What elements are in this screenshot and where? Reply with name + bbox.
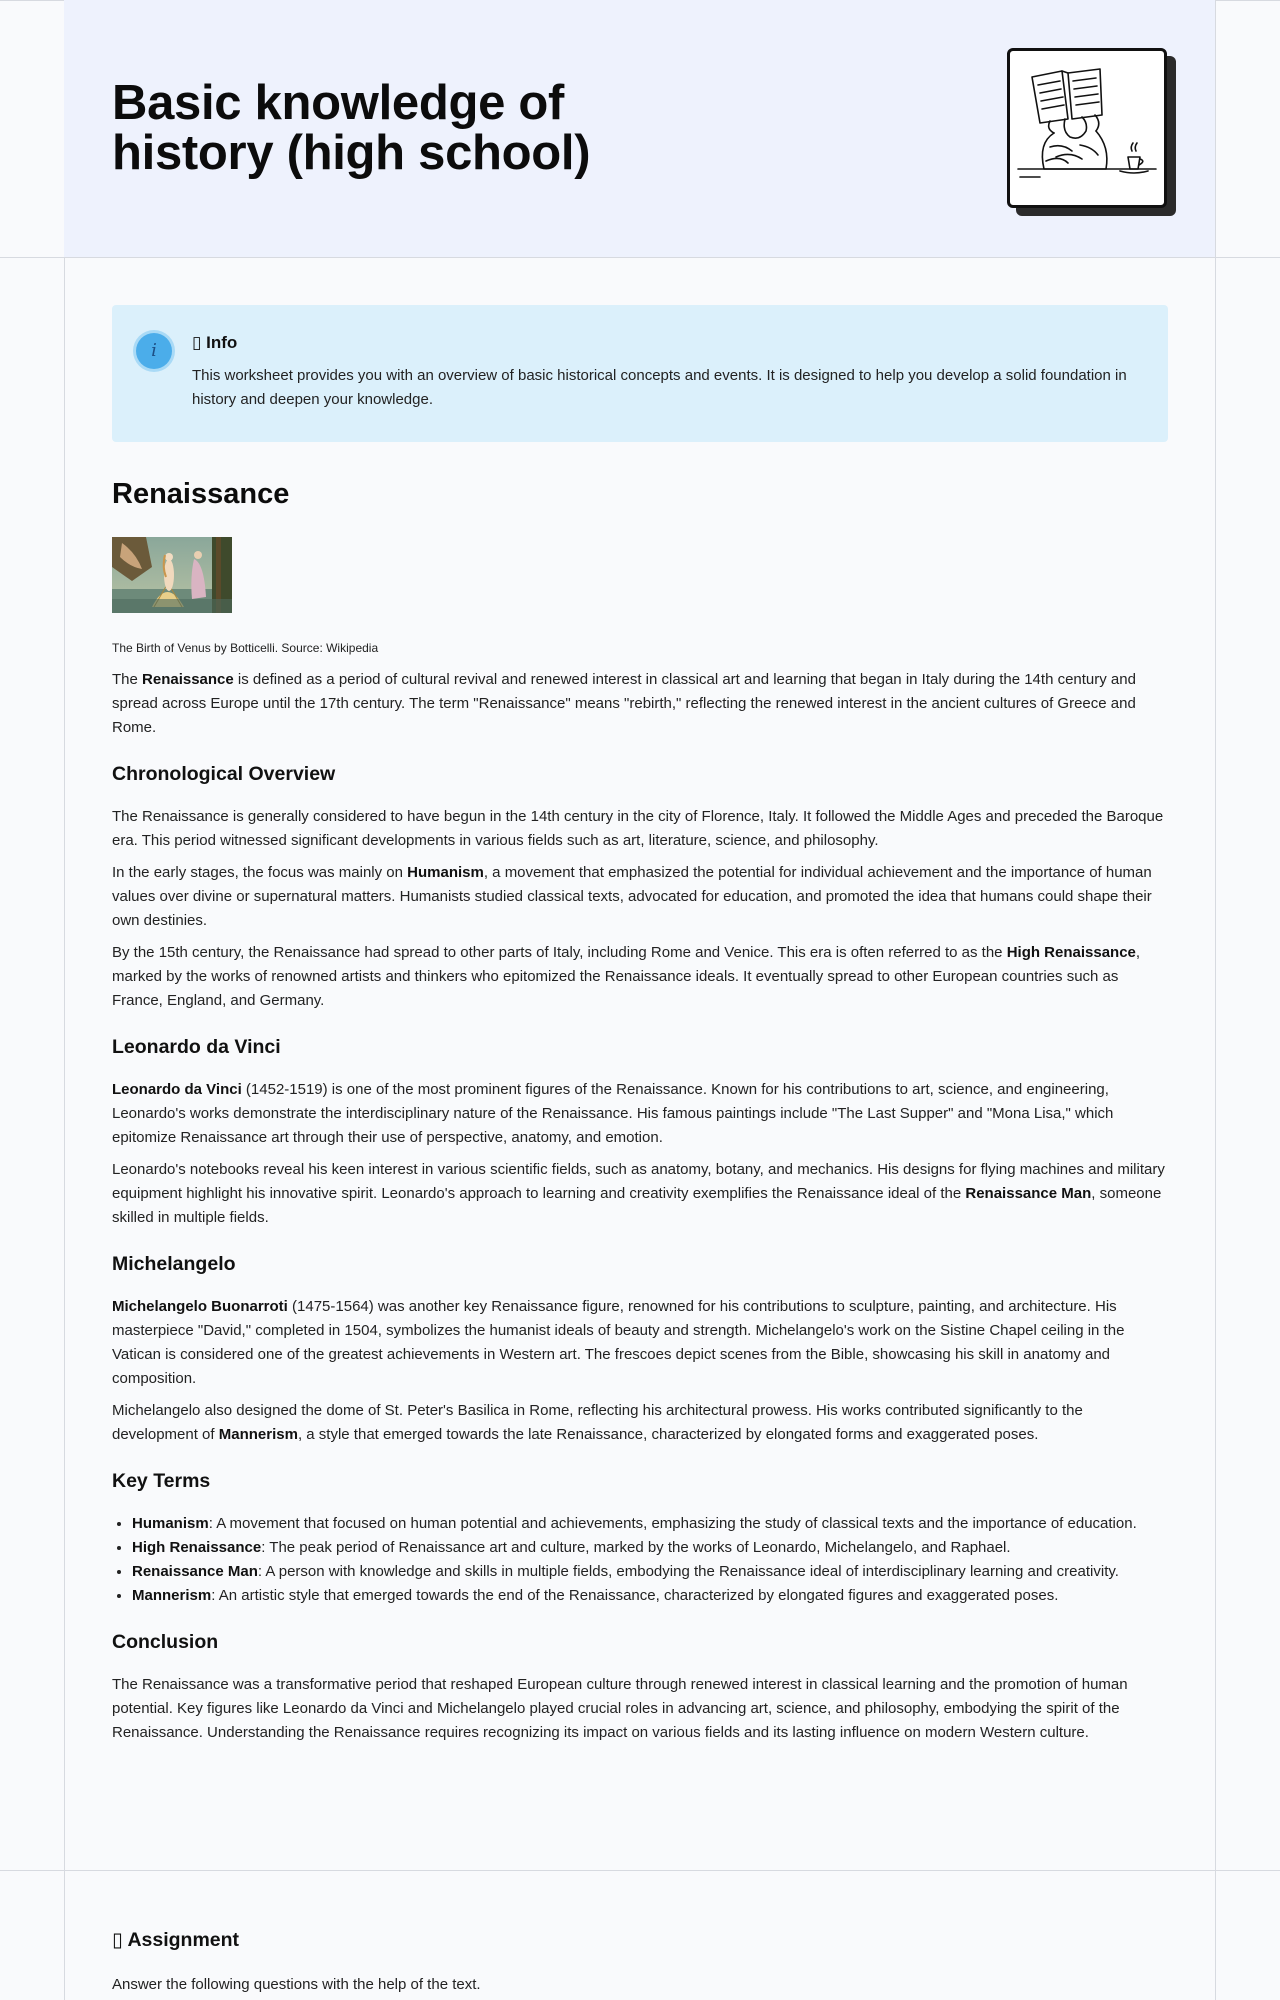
birth-of-venus-svg (112, 537, 232, 613)
text-span: The (112, 671, 143, 688)
bold-term: Michelangelo Buonarroti (112, 1298, 288, 1315)
assignment-divider (0, 1870, 1280, 1871)
text-span: In the early stages, the focus was mainly on (112, 864, 408, 881)
text-span: (1475-1564) was another key Renaissance figure, renowned for his contributions to sculpture, painting, and architecture. His masterpiece "David," completed in 1504, symbolizes the humanist ideals of beauty and strength. Michelangelo's work on the Sistine Chapel ceiling in the Vatican is considered one of the greatest achievements in Western art. The frescoes depict scenes from the Bible, showcasing his skill in anatomy and composition. (112, 1298, 1125, 1387)
text-span: Michelangelo also designed the dome of St. Peter's Basilica in Rome, reflecting his architectural prowess. His works contributed significantly to the development of (112, 1402, 1083, 1443)
assignment-title (112, 1928, 239, 1952)
bold-term: High Renaissance (132, 1539, 262, 1556)
text-span: : A movement that focused on human potential and achievements, emphasizing the study of classical texts and the importance of education. (208, 1515, 1137, 1532)
heading-chronological-overview: Chronological Overview (112, 763, 336, 785)
paragraph (112, 941, 1172, 1013)
paragraph: The Renaissance was a transformative period that reshaped European culture through renewed interest in classical learning and the promotion of human potential. Key figures like Leonardo da Vinci and Michelangelo played crucial roles in advancing art, science, and philosophy, embodying the spirit of the Renaissance. Understanding the Renaissance requires recognizing its impact on various fields and its lasting influence on modern Western culture. (112, 1676, 1128, 1741)
text-span: , a movement that emphasized the potential for individual achievement and the importance of human values over divine or supernatural matters. Humanists studied classical texts, advocated for education, and promoted the idea that humans could shape their own destinies. (112, 864, 1152, 929)
text-span: , a style that emerged towards the late Renaissance, characterized by elongated forms and exaggerated poses. (297, 1426, 1039, 1443)
text-span: By the 15th century, the Renaissance had spread to other parts of Italy, including Rome and Venice. This era is often referred to as the (112, 944, 1007, 961)
heading-leonardo: Leonardo da Vinci (112, 1036, 281, 1058)
paragraph: The Renaissance is generally considered to have begun in the 14th century in the city of Florence, Italy. It followed the Middle Ages and preceded the Baroque era. This period witnessed significant developments in various fields such as art, literature, science, and philosophy. (112, 808, 1164, 849)
paragraph (112, 1158, 1172, 1230)
heading-michelangelo: Michelangelo (112, 1253, 236, 1275)
list-item (132, 1560, 1172, 1584)
assignment-title-text: Assignment (127, 1929, 240, 1951)
info-icon: i (136, 333, 172, 369)
paragraph (112, 1295, 1172, 1391)
list-item (132, 1584, 1172, 1608)
image-caption: The Birth of Venus by Botticelli. Source: Wikipedia (112, 641, 379, 655)
reading-illustration-svg (1010, 51, 1164, 205)
text-span: : The peak period of Renaissance art and culture, marked by the works of Leonardo, Michelangelo, and Raphael. (261, 1539, 1011, 1556)
text-span: , someone skilled in multiple fields. (112, 1185, 1162, 1226)
left-guide-line (64, 0, 65, 2000)
bold-term: Renaissance (142, 671, 234, 688)
heading-conclusion: Conclusion (112, 1631, 219, 1653)
bold-term: Mannerism (132, 1587, 212, 1604)
right-guide-line (1215, 0, 1216, 2000)
bold-term: Mannerism (218, 1426, 298, 1443)
info-title-glyph: ▯ (192, 333, 202, 353)
text-span: (1452-1519) is one of the most prominent figures of the Renaissance. Known for his contributions to art, science, and engineering, Leonardo's works demonstrate the interdisciplinary nature of the Renaissance. His famous paintings include "The Last Supper" and "Mona Lisa," which epitomize Renaissance art through their use of perspective, anatomy, and emotion. (112, 1081, 1114, 1146)
text-span: Leonardo's notebooks reveal his keen interest in various scientific fields, such as anatomy, botany, and mechanics. His designs for flying machines and military equipment highlight his innovative spirit. Leonardo's approach to learning and creativity exemplifies the Renaissance ideal of the (112, 1161, 1165, 1202)
bold-term: Humanism (132, 1515, 209, 1532)
paragraph (112, 1078, 1172, 1150)
key-terms-list (112, 1512, 1172, 1608)
text-span: is defined as a period of cultural revival and renewed interest in classical art and learning that began in Italy during the 14th century and spread across Europe until the 17th century. The term "Renaissance" means "rebirth," reflecting the renewed interest in the ancient cultures of Greece and Rome. (112, 671, 1136, 736)
assignment-text: Answer the following questions with the help of the text. (112, 1976, 481, 1993)
title-line-2: history (high school) (112, 126, 591, 180)
list-item (132, 1512, 1172, 1536)
section-title: Renaissance (112, 478, 290, 510)
reading-person-illustration (1007, 48, 1167, 208)
paragraph (112, 861, 1172, 933)
header-divider (0, 257, 1280, 258)
list-item (132, 1536, 1172, 1560)
bold-term: Renaissance Man (965, 1185, 1092, 1202)
bold-term: High Renaissance (1006, 944, 1136, 961)
paragraph (112, 1399, 1172, 1447)
title-line-1: Basic knowledge of (112, 76, 565, 130)
page-title (112, 78, 590, 178)
text-span: , marked by the works of renowned artists and thinkers who epitomized the Renaissance ideals. It eventually spread to other European countries such as France, England, and Germany. (112, 944, 1141, 1009)
header-banner (64, 0, 1215, 257)
intro-paragraph (112, 668, 1172, 740)
bold-term: Renaissance Man (132, 1563, 258, 1580)
bold-term: Leonardo da Vinci (112, 1081, 242, 1098)
info-title (192, 333, 237, 353)
bold-term: Humanism (407, 864, 484, 881)
heading-key-terms: Key Terms (112, 1470, 211, 1492)
text-span: : An artistic style that emerged towards the end of the Renaissance, characterized by elongated figures and exaggerated poses. (211, 1587, 1059, 1604)
birth-of-venus-image (112, 537, 232, 613)
article-body (112, 668, 1172, 1753)
info-callout (112, 305, 1168, 442)
text-span: : A person with knowledge and skills in multiple fields, embodying the Renaissance ideal of interdisciplinary learning and creativity. (257, 1563, 1119, 1580)
info-text: This worksheet provides you with an overview of basic historical concepts and events. It is designed to help you develop a solid foundation in history and deepen your knowledge. (192, 367, 1127, 408)
assignment-title-glyph: ▯ (112, 1928, 123, 1951)
info-title-text: Info (206, 333, 238, 352)
